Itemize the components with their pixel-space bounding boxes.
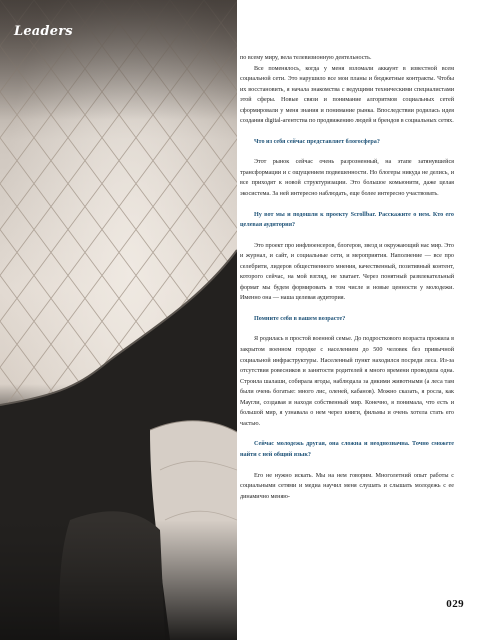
article-column [240, 53, 454, 502]
interview-question: Что из себя сейчас представляет блогосфера? [254, 138, 380, 145]
answer-paragraph: Этот рынок сейчас очень разрозненный, на этапе затянувшейся трансформации и с ощущением подвешенности. Но блогеры никуда не делись, и все приходят к новой структуризации. Это большое комьюнити, даже целая экосистема. За ней интересно наблюдать, еще более интересно участвовать. [240, 159, 454, 198]
answer-paragraph: Я родилась в простой военной семье. До подросткового возраста прожила в закрытом военном городке с населением до 500 человек без привычной социальной инфраструктуры. Населенный пункт находился посреди леса. Из-за отсутствия ровесников и занятости родителей я много времени проводила одна. Строила шалаши, собирала ягоды, наблюдала за дикими животными (а леса там были очень богатые: много лис, оленей, кабанов). Можно сказать, я росла, как Маугли, создавая и находя собственный мир. Конечно, я понимала, что есть и большой мир, я узнавала о нем через книги, фильмы и очень хотела стать его частью. [240, 336, 454, 427]
answer-paragraph: по всему миру, вела телевизионную деятельность. [240, 55, 372, 61]
answer-paragraph: Все поменялось, когда у меня взломали аккаунт в известной всем социальной сети. Это нарушило все мои планы и бюджетные контракты. Чтобы их восстановить, я начала знакомства с ведущими техническими специалистами этой сферы. Новые связи и понимание алгоритмов социальных сетей сформировали у меня знания и понимание рынка. Впоследствии родилась идея создания digital-агентства по продвижению людей и брендов в социальных сетях. [240, 65, 454, 125]
answer-paragraph: Его не нужно искать. Мы на нем говорим. Многолетний опыт работы с социальными сетями и медиа научил меня слушать и слышать молодежь с ее динамично меняю- [240, 472, 454, 500]
photo-art [0, 0, 237, 640]
magazine-logo: Leaders [14, 24, 73, 39]
page-number: 029 [446, 598, 464, 610]
interview-question: Помните себя в вашем возрасте? [254, 315, 346, 322]
interview-question: Сейчас молодежь другая, она сложна и неоднозначна. Точно сможете найти с ней общий язык? [240, 441, 454, 458]
answer-paragraph: Это проект про инфлюенсеров, блогеров, звезд и окружающий нас мир. Это и журнал, и сайт, и социальные сети, и мероприятия. Наполнение — все про селебрити, лидеров общественного мнения, качественный, позитивный контент, которого сейчас, на мой взгляд, не хватает. Через понятный развлекательный формат мы будем формировать в том числе и новые ценности у молодежи. Именно она — наша целевая аудитория. [240, 242, 454, 302]
interview-question: Ну вот мы и подошли к проекту Scrollbar. Расскажите о нем. Кто его целевая аудитория? [240, 211, 454, 229]
quilted-leather-seat-photo [0, 0, 237, 640]
